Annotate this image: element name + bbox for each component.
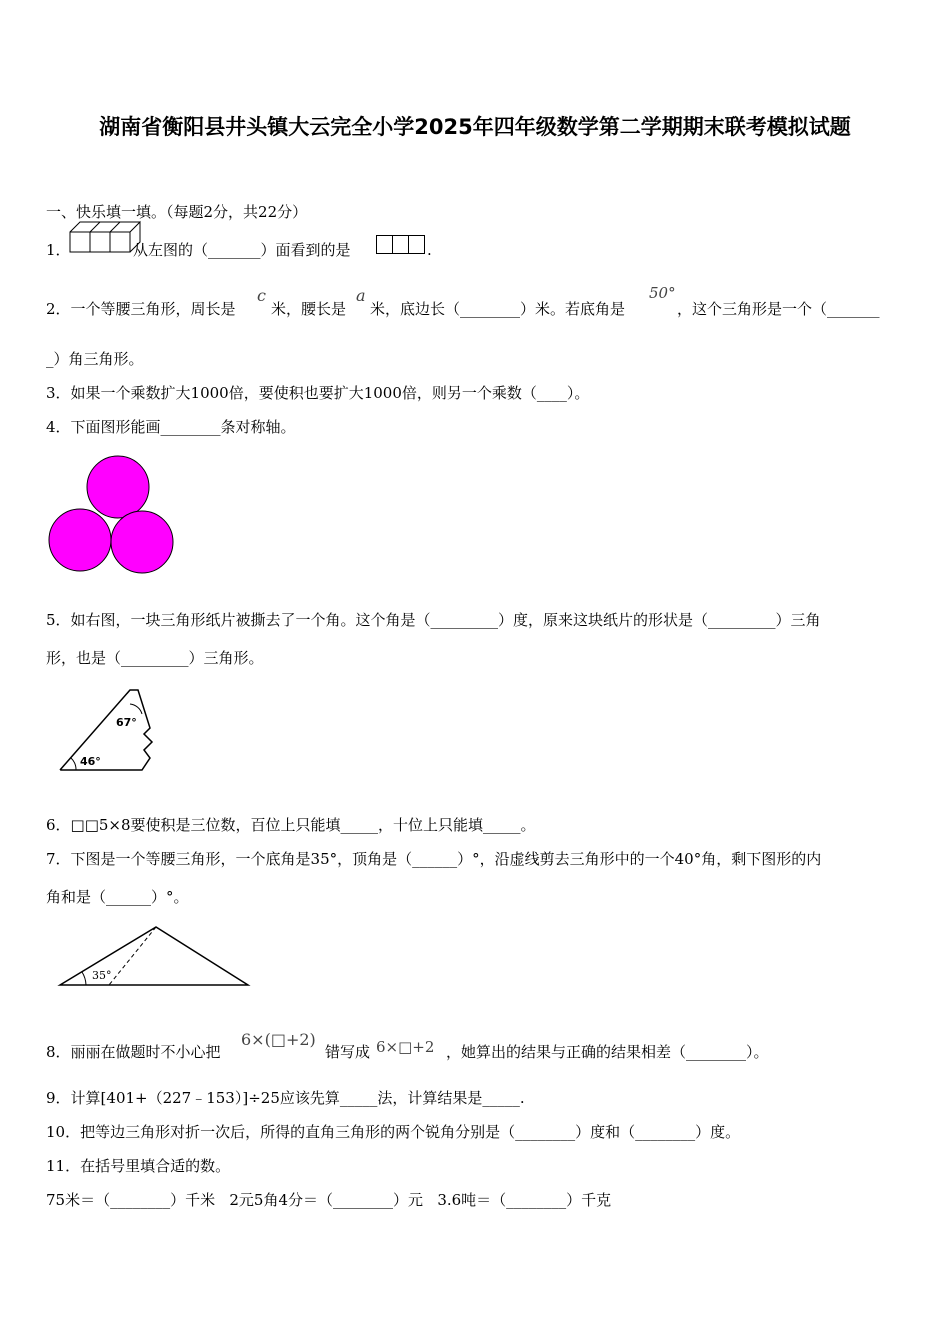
question-2-part-b: 米，腰长是 [271, 300, 347, 318]
circle-right [111, 511, 173, 573]
question-1-end: . [427, 241, 432, 259]
isosceles-triangle-figure [58, 925, 252, 989]
question-4: 4．下面图形能画________条对称轴。 [46, 418, 296, 436]
expression-wrong: 6×□+2 [376, 1038, 435, 1056]
circle-top [87, 456, 149, 518]
question-2-part-e: ，这个三角形是一个（_______ [677, 300, 880, 318]
question-5-line-1: 5．如右图，一块三角形纸片被撕去了一个角。这个角是（_________）度，原来这块纸片的形状是（_________）三角 [46, 611, 821, 629]
three-circles-figure [48, 455, 178, 577]
question-6: 6．□□5×8要使积是三位数，百位上只能填_____，十位上只能填_____。 [46, 816, 536, 834]
question-8-part-c: ，她算出的结果与正确的结果相差（________）。 [446, 1043, 769, 1061]
question-10: 10．把等边三角形对折一次后，所得的直角三角形的两个锐角分别是（________）度和（________）度。 [46, 1123, 741, 1141]
question-5-line-2: 形，也是（_________）三角形。 [46, 649, 264, 667]
angle-46-label: 46° [80, 755, 101, 768]
question-8-part-a: 8．丽丽在做题时不小心把 [46, 1043, 221, 1061]
page-title: 湖南省衡阳县井头镇大云完全小学2025年四年级数学第二学期期末联考模拟试题 [99, 115, 851, 139]
question-1-number: 1． [46, 241, 71, 259]
angle-35-label: 35° [92, 969, 112, 982]
question-8-part-b: 错写成 [325, 1043, 371, 1061]
question-11-conversions: 75米＝（________）千米 2元5角4分＝（________）元 3.6吨＝（________）千克 [46, 1191, 612, 1209]
question-7-line-2: 角和是（______）°。 [46, 888, 189, 906]
torn-triangle-figure [58, 688, 168, 774]
question-7-line-1: 7．下图是一个等腰三角形，一个底角是35°，顶角是（______）°，沿虚线剪去三角形中的一个40°角，剩下图形的内 [46, 850, 822, 868]
circle-left [49, 509, 111, 571]
question-2-part-d: 米，底边长（________）米。若底角是 [370, 300, 626, 318]
section-heading: 一、快乐填一填。（每题2分，共22分） [46, 203, 308, 221]
expression-original: 6×(□+2) [241, 1030, 316, 1049]
question-9: 9．计算[401+（227﹣153）]÷25应该先算_____法，计算结果是_____. [46, 1089, 525, 1107]
question-2-part-a: 2．一个等腰三角形，周长是 [46, 300, 236, 318]
question-3: 3．如果一个乘数扩大1000倍，要使积也要扩大1000倍，则另一个乘数（____）。 [46, 384, 590, 402]
question-1-text: 从左图的（_______）面看到的是 [133, 241, 351, 259]
question-11: 11．在括号里填合适的数。 [46, 1157, 231, 1175]
angle-50: 50° [649, 284, 676, 302]
question-2-part-f: _）角三角形。 [46, 350, 144, 368]
three-squares-view [376, 235, 426, 257]
variable-a: a [356, 286, 366, 305]
variable-c: c [257, 286, 266, 305]
cube-row-figure [70, 222, 132, 254]
angle-67-label: 67° [116, 716, 137, 729]
